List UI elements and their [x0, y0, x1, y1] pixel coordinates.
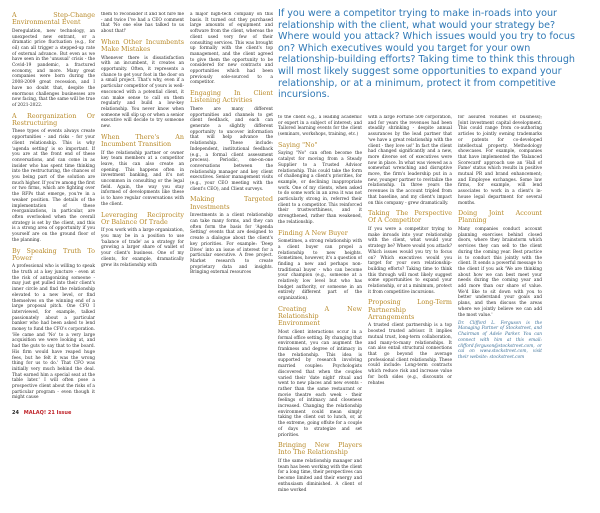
paragraph: Investments in a client relationship can take many forms, and they can often form the basis for 'Agenda Setting' events that are designed to create a dialogue about the client's key priorities. For example: 'Deep Dives' into an issue of interest for a particular executive. A free project. Market research to create proprietary data and insights. Bringing external resources: [190, 213, 273, 276]
magazine-issue: MALAQ! 21 Issue: [23, 410, 72, 416]
section-heading: Doing Joint Account Planning: [458, 209, 542, 225]
paragraph: to the client e.g., a leading academic or expert in a subject of interest; and Tailored learning events for the client (seminars, workshops, training, etc.): [278, 115, 362, 138]
section-heading: When There's An Incumbent Transition: [101, 132, 184, 148]
section-heading: When Other Incumbents Make Mistakes: [101, 37, 184, 54]
column-2: [101, 12, 184, 410]
column-4: [278, 115, 362, 513]
section-heading: Bringing New Players Into The Relationship: [278, 441, 362, 457]
section-heading: Proposing Long-Term Partnership Arrangements: [368, 298, 452, 321]
section-heading: Engaging In Client Listening Activities: [190, 89, 273, 105]
section-heading: Finding A New Buyer: [278, 228, 348, 237]
paragraph: them to reconsider it and not hire me - and twice I've had a CEO comment that 'No one else has talked to us about that!': [101, 12, 184, 35]
page-number: 24: [12, 410, 19, 416]
column-1: [12, 12, 95, 410]
author-bio: Dr. Clifford L. Ferguson is the Managing Partner of Stockstreet, and Chairman of Adele Parker. You can connect with him at this email: clifford.ferguson@stockstreet.com, or cal on www.stockstreet.com, visit their website: stockstreet.com: [458, 320, 542, 360]
paragraph: There are many different opportunities and channels to get client feedback, and each can generate a slightly different opportunity to uncover information that will help advance the relationship. These include: Independent, institutional feedback (e.g., a formal client assessment process). Periodic, one-on-one conversations between the relationship manager and key client executives. Senior management visits (e.g., your CEO meeting with the client's CEO), and Client surveys.: [190, 106, 273, 192]
paragraph: a major high-tech company on this basis. It turned out they purchased large amounts of equipment and software from the client, whereas the client used very few of their consulting services. This was brought up formally with the client's top management, and the client agreed to give them the opportunity to be considered for new contracts and opportunities which had been previously sole-sourced to a competitor.: [190, 12, 273, 86]
paragraph: If the same relationship manager and team has been working with the client for a long time, their perspectives can become limited and their energy and enthusiasm diminished. A client of mine worked: [278, 459, 362, 493]
paragraph: Many companies conduct account planning exercises behind closed doors, where they brainstorm which services they can sell to the client during the coming year. Best practice is to conduct this jointly with the client. It sends a powerful message to the client if you ask 'We are thinking about how we can best meet your needs during the coming year and add more than our share of value. We'd like to sit down with you to better understand your goals and plans, and then discuss the areas where we jointly believe we can add the most value.': [458, 227, 542, 318]
column-5: [368, 115, 452, 513]
paragraph: Most client interactions occur in a formal office setting. By changing that environment, you can augment the frankness and degree of intimacy in the relationship. This idea is supported by research involving married couples: Psychologists discovered that when the couples varied their 'date night' ritual and went to new places and new events - rather than the same restaurant or movie theatre each week - their feelings of intimacy and closeness increased. Changing the relationship environment could mean simply taking the client out to lunch, or, at the extreme, going offsite for a couple of days to strategize and set priorities.: [278, 329, 362, 438]
section-heading: A Step-Change Environmental Event: [12, 12, 95, 27]
paragraph: These types of events always create opportunities - and risks - for your client relationship. This is why 'agenda setting' is so important. If you are at the front end of these conversations, and can come in as insider who has spent time thinking into the restructuring, the chances of you being part of the solution are much higher. If you're among the first or two firms, which are fighting over the RFPs that emerge, you're in a weaker position. The details of the implementation of these reorganizations, in particular, are often overlooked when the overall strategy is set by the client, and this is a strong area of opportunity if you yourself are on the ground floor of the planning.: [12, 129, 95, 243]
paragraph: A professional who is willing to speak the truth at a key juncture - even at the risk of antagonizing someone - may just get pulled into their client's inner circle and find the relationship elevated to a new level, or find themselves on the winning end of a large proposal pitch. One CFO I interviewed, for example, talked passionately about a particular banker who had been asked to lend money to fund the CFO's corporation. 'He came and 'No' to a very large acquisition we were looking at, and had the guts to say that to the board. His firm would have reaped huge fees, but he felt it was the wrong thing for us to do.' That CFO was initially very much behind the deal. That earned him a special seat at the table later.' I will often pose a prospective client about the risks of a particular program - even though it might cause: [12, 264, 95, 401]
column-6: [458, 115, 542, 513]
paragraph: If the relationship partner or owner key team members at a competitor leave, this can also create an opening. This happens often in investment banking, and it's not uncommon in consulting or the legal field. Again, the way you stay informed of developments like these is to have regular conversations with the client.: [101, 150, 184, 207]
section-heading: A Reorganization Or Restructuring: [12, 111, 95, 127]
section-heading: By Speaking Truth To Power: [12, 246, 95, 262]
paragraph: with a large Fortune 500 corporation, and for years the revenues had been steadily shrinking - despite annual assurances by the lead partner that 'we have a great relationship with the client - they love us!' In fact the client had changed significantly and a new, more diverse set of executives were now in place. In what was viewed as a somewhat wrenching and disruptive move, the firm's leadership put in a new, younger partner to revitalize the relationship. In three years the revenues in the account tripled from that baseline, and my client's impact on this company - grew dramatically.: [368, 115, 452, 206]
section-heading: Making Targeted Investments: [190, 195, 273, 211]
section-heading: Taking The Perspective Of A Competitor: [368, 209, 452, 225]
paragraph: If you work with a large organization, you may be in a position to use 'balance of trade' as a strategy for growing a larger share of wallet of your client's business. One of my clients, for example, dramatically grew its relationship with: [101, 228, 184, 268]
paragraph: Saying "No" can often become the catalyst for moving from a Steady Supplier to a Trusted Advisor relationship. This could take the form of challenging a client's priorities, for example, or declining inappropriate work. One of my clients, when asked to do some work in an area it was not particularly strong in, referred their client to a competitor. This reinforced their trustworthiness, and it strengthened, rather than weakened, the relationship.: [278, 151, 362, 225]
paragraph: Whenever there is dissatisfaction with an incumbent, it creates an opportunity. Often, it represents a chance to get your foot in the door on a small project. That's why, even if a particular competitor of yours is well-ensconced with a potential client, it can make sense to call on them regularly and build a low-key relationship. You never know when someone will slip up or when a senior executive will decide to try someone new.: [101, 55, 184, 130]
paragraph: If you were a competitor trying to make inroads into your relationship with the client, what would your strategy be? Where would you attack? Which issues would you try to focus on? Which executives would you target for your own relationship-building efforts? Taking time to think this through will most likely suggest some opportunities to expand your relationship, or at a minimum, protect it from competitive incursions.: [368, 227, 452, 295]
paragraph: Sometimes, a strong relationship with a client buyer can propel a relationship to new heights. Sometimes, however, it's a question of finding a new and perhaps non-traditional buyer - who can become your champion (e.g., someone at a relatively low level but who has budget authority, or someone in an entirely different part of the organization).: [278, 239, 362, 302]
paragraph: for assured volumes of business); Joint investment capital development. This could range from co-authoring articles to jointly owning trademarks or patents for co-developed intellectual property. Methodology showcases. For example, companies that have implemented the 'Balanced Scorecard' approach use an 'Hall of Fame' status which results in positive mutual PR and brand enhancement; and Employee exchanges. Some law firms, for example, will lend associates to work in a client's in-house legal department for several months.: [458, 115, 542, 206]
paragraph: Deregulation, new technology, an unexpected new entrant, or a dramatic price fluctuation (e.g., for oil) can all trigger a stepped-up rate of external advance. But even as we have seen in the 'unusual' crisis - the Covid-19 pandemic, a fractured economy, and more. Many great companies were born during the 2008-2009 great recession, and I have no doubt that, despite the enormous challenges businesses are now facing, that the same will be true of 2021-2022.: [12, 28, 95, 108]
paragraph: A trusted client partnership is a top boosted trusted advisor. It implies mutual trust, long-term collaboration, and many-to-many relationships. It can also entail structural connections that go beyond the average professional client relationship. These could include: Long-term contracts which reduce risk and increase value for both sides (e.g., discounts or rebates: [368, 323, 452, 386]
section-heading: Creating A New Relationship Environment: [278, 304, 362, 328]
page-footer: [12, 410, 71, 416]
section-heading: Saying "No": [278, 140, 318, 149]
column-3: [190, 12, 273, 410]
pull-quote: If you were a competitor trying to make in-roads into your relationship with the client, what would your strategy be? Where would you attack? Which issues would you try to focus on? Which executives would you target for your own relationship-building efforts? Taking time to think this through will most likely suggest some opportunities to expand your relationship, or at a minimum, protect it from competitive incursions.: [278, 8, 576, 101]
section-heading: Leveraging Reciprocity Or Balance Of Trade: [101, 210, 184, 226]
